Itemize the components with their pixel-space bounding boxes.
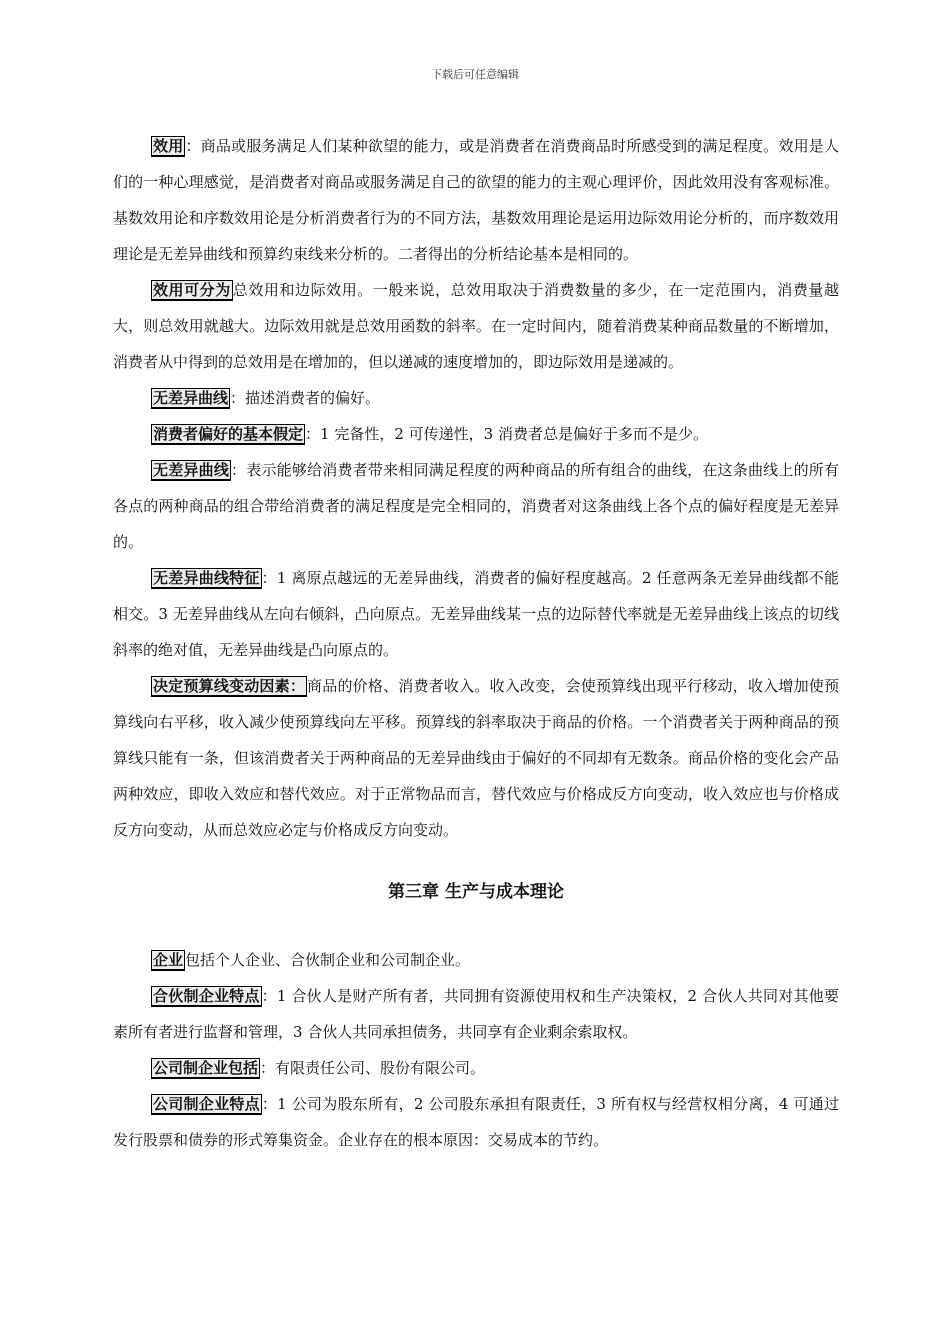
term-separator: ：	[261, 1095, 278, 1113]
paragraph-text: 1 离原点越远的无差异曲线，消费者的偏好程度越高。2 任意两条无差异曲线都不能相交。3 无差异曲线从左向右倾斜，凸向原点。无差异曲线某一点的边际替代率就是无差异曲线上该点的切线斜率的绝对值，无差异曲线是凸向原点的。	[113, 569, 839, 659]
paragraph-text: 表示能够给消费者带来相同满足程度的两种商品的所有组合的曲线，在这条曲线上的所有各点的两种商品的组合带给消费者的满足程度是完全相同的，消费者对这条曲线上各个点的偏好程度是无差异的。	[113, 461, 839, 551]
chapter-title: 第三章 生产与成本理论	[388, 882, 564, 902]
paragraph-text: 1 合伙人是财产所有者，共同拥有资源使用权和生产决策权，2 合伙人共同对其他要素所有者进行监督和管理，3 合伙人共同承担债务，共同享有企业剩余索取权。	[113, 987, 839, 1041]
paragraph-corporation-features	[113, 1086, 839, 1158]
paragraph-partnership-features	[113, 978, 839, 1050]
paragraph-text: 总效用和边际效用。一般来说，总效用取决于消费数量的多少，在一定范围内，消费量越大，则总效用就越大。边际效用就是总效用函数的斜率。在一定时间内，随着消费某种商品数量的不断增加，消费者从中得到的总效用是在增加的，但以递减的速度增加的，即边际效用是递减的。	[113, 281, 839, 371]
paragraph-indifference-curve-features	[113, 560, 839, 668]
page-header: 下载后可任意编辑	[431, 68, 519, 81]
term-separator: ：	[261, 569, 277, 587]
term-corporation-features: 公司制企业特点	[153, 1095, 260, 1113]
paragraph-text: 1 公司为股东所有，2 公司股东承担有限责任，3 所有权与经营权相分离，4 可通过发行股票和债券的形式筹集资金。企业存在的根本原因：交易成本的节约。	[113, 1095, 839, 1149]
term-indifference-curve-features: 无差异曲线特征	[153, 569, 260, 587]
term-preference-assumptions: 消费者偏好的基本假定	[153, 425, 304, 443]
paragraph-text: 描述消费者的偏好。	[245, 389, 381, 407]
paragraph-corporation-types	[113, 1050, 839, 1086]
paragraph-utility-types	[113, 272, 839, 380]
paragraph-text: 商品或服务满足人们某种欲望的能力，或是消费者在消费商品时所感受到的满足程度。效用是人们的一种心理感觉，是消费者对商品或服务满足自己的欲望的能力的主观心理评价，因此效用没有客观标准。基数效用论和序数效用论是分析消费者行为的不同方法，基数效用理论是运用边际效用论分析的，而序数效用理论是无差异曲线和预算约束线来分析的。二者得出的分析结论基本是相同的。	[113, 137, 839, 263]
term-indifference-curve: 无差异曲线	[153, 389, 229, 407]
paragraph-text: 有限责任公司、股份有限公司。	[275, 1059, 486, 1077]
term-separator: ：	[260, 1059, 276, 1077]
paragraph-indifference-curve-short	[113, 380, 839, 416]
term-corporation-types: 公司制企业包括	[153, 1059, 259, 1077]
term-partnership-features: 合伙制企业特点	[153, 987, 260, 1005]
term-separator: ：	[230, 389, 246, 407]
document-body	[113, 128, 839, 1158]
paragraph-text: 商品的价格、消费者收入。收入改变，会使预算线出现平行移动，收入增加使预算线向右平移，收入减少使预算线向左平移。预算线的斜率取决于商品的价格。一个消费者关于两种商品的预算线只能有一条，但该消费者关于两种商品的无差异曲线由于偏好的不同却有无数条。商品价格的变化会产品两种效应，即收入效应和替代效应。对于正常物品而言，替代效应与价格成反方向变动，收入效应也与价格成反方向变动，从而总效应必定与价格成反方向变动。	[113, 677, 839, 839]
paragraph-text: 包括个人企业、合伙制企业和公司制企业。	[185, 951, 471, 969]
paragraph-utility	[113, 128, 839, 272]
term-separator: ：	[231, 461, 247, 479]
paragraph-budget-line-factors	[113, 668, 839, 848]
term-enterprise: 企业	[153, 951, 184, 969]
paragraph-indifference-curve-definition	[113, 452, 839, 560]
paragraph-enterprise	[113, 942, 839, 978]
term-utility: 效用	[153, 137, 184, 155]
term-separator: ：	[305, 425, 321, 443]
term-utility-types: 效用可分为	[153, 281, 231, 299]
paragraph-preference-assumptions	[113, 416, 839, 452]
term-separator: ：	[261, 987, 277, 1005]
term-separator: ：	[185, 137, 201, 155]
paragraph-text: 1 完备性，2 可传递性，3 消费者总是偏好于多而不是少。	[320, 425, 708, 443]
term-indifference-curve: 无差异曲线	[153, 461, 230, 479]
term-budget-line-factors: 决定预算线变动因素：	[153, 677, 306, 695]
